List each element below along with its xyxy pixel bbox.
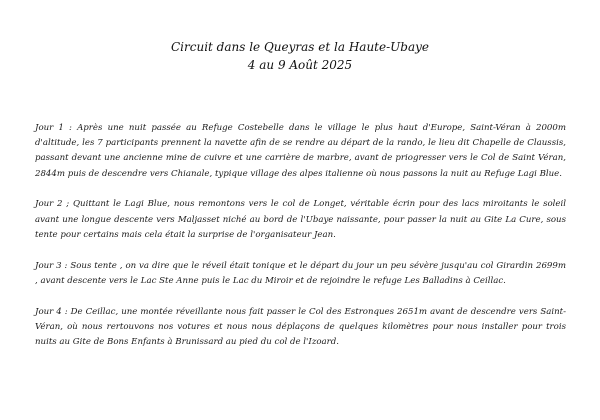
- paragraph-day-3: Jour 3 : Sous tente , on va dire que le réveil était tonique et le départ du jour un peu sévère jusqu'au col Girardin 2699m , avant descente vers le Lac Ste Anne puis le Lac du Miroir et de rejoindre le refuge Les Balladins à Ceillac.: [35, 260, 566, 286]
- document-dates: 4 au 9 Août 2025: [247, 58, 353, 72]
- document-title: Circuit dans le Queyras et la Haute-Ubaye: [171, 40, 429, 54]
- paragraph-day-1: Jour 1 : Après une nuit passée au Refuge Costebelle dans le village le plus haut d'Europe, Saint-Véran à 2000m d'altitude, les 7 participants prennent la navette afin de se rendre au départ de la rando, le lieu dit Chapelle de Claussis, passant devant une ancienne mine de cuivre et une carrière de marbre, avant de priogresser vers le Col de Saint Véran, 2844m puis de descendre vers Chianale, typique village des alpes italienne où nous passons la nuit au Refuge Lagi Blue.: [35, 123, 566, 179]
- paragraph-day-4: Jour 4 : De Ceillac, une montée réveillante nous fait passer le Col des Estronques 2651m avant de descendre vers Saint-Véran, où nous rertouvons nos votures et nous nous déplaçons de quelques kilomètres pour nous installer pour trois nuits au Gite de Bons Enfants à Brunissard au pied du col de l'Izoard.: [35, 306, 566, 348]
- paragraph-day-2: Jour 2 ; Quittant le Lagi Blue, nous remontons vers le col de Longet, véritable écrin pour des lacs miroitants le soleil avant une longue descente vers Maljasset niché au bord de l'Ubaye naissante, pour passer la nuit au Gite La Cure, sous tente pour certains mais cela était la surprise de l'organisateur Jean.: [35, 199, 566, 240]
- title-block: [0, 38, 600, 74]
- document-body: [35, 121, 566, 350]
